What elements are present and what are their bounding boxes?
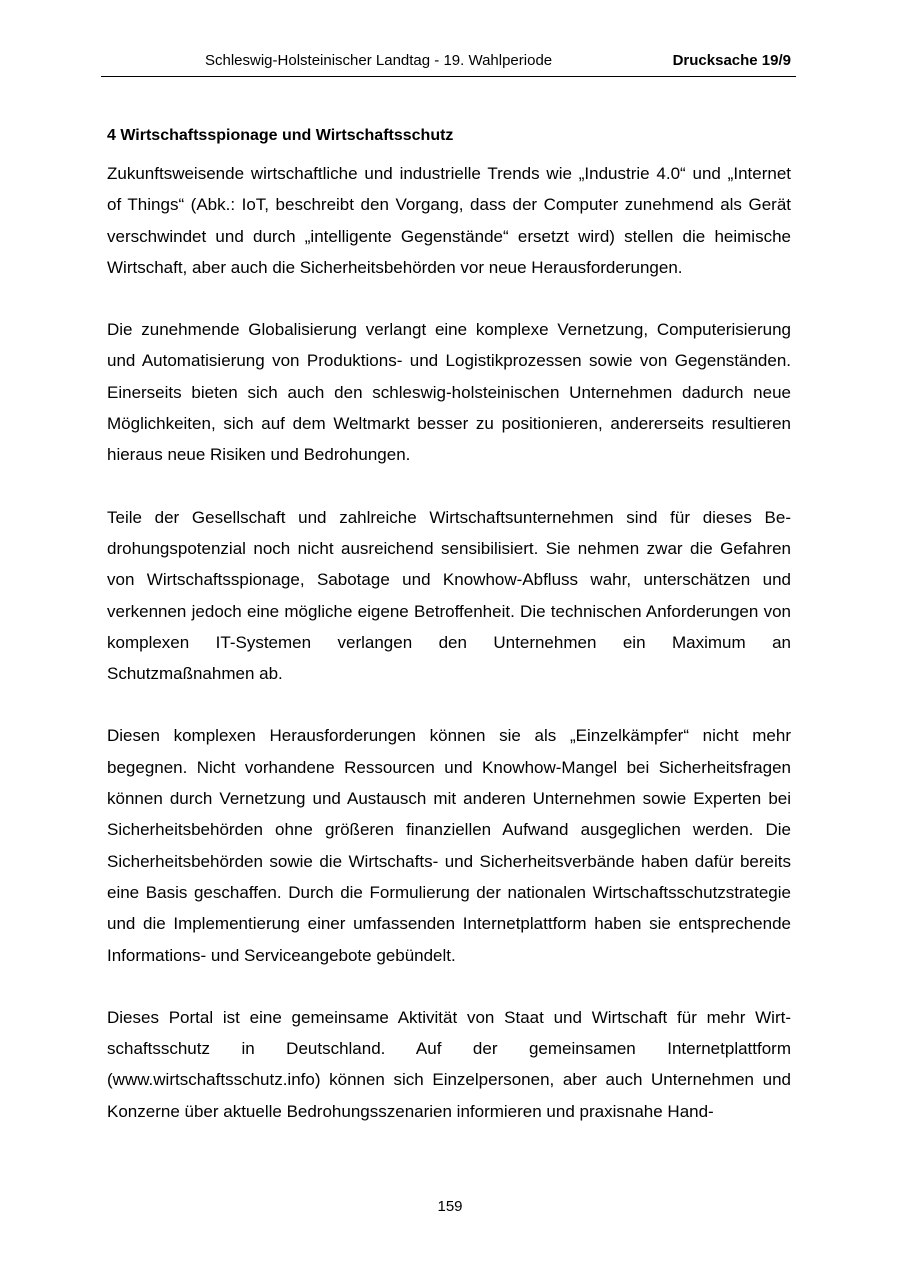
page-number: 159 <box>437 1198 463 1215</box>
header-doc-number: Drucksache 19/9 <box>672 52 791 69</box>
section-heading: 4 Wirtschaftsspionage und Wirtschaftsschutz <box>107 127 454 144</box>
paragraph-2: Die zunehmende Globalisierung verlangt eine komplexe Vernetzung, Computerisierung und Automatisierung von Produktions- und Logistikprozessen sowie von Gegenständen. Einerseits bieten sich auch den schleswig-holsteinischen Unternehmen dadurch neue Möglichkeiten, sich auf dem Weltmarkt besser zu positionieren, andererseits resultieren hieraus neue Risiken und Bedrohungen. <box>107 320 791 465</box>
paragraph-1: Zukunftsweisende wirtschaftliche und industrielle Trends wie „Industrie 4.0“ und „Internet of Things“ (Abk.: IoT, beschreibt den Vorgang, dass der Computer zunehmend als Gerät verschwindet und durch „intelligente Gegenstände“ ersetzt wird) stellen die heimische Wirtschaft, aber auch die Sicherheitsbehörden vor neue Herausforderungen. <box>107 164 791 277</box>
paragraph-5: Dieses Portal ist eine gemeinsame Aktivität von Staat und Wirtschaft für mehr Wirtschaftsschutz in Deutschland. Auf der gemeinsamen Internetplattform (www.wirtschaftsschutz.info) können sich Einzelpersonen, aber auch Unternehmen und Konzerne über aktuelle Bedrohungsszenarien informieren und praxisnahe Hand- <box>107 1007 791 1121</box>
header-title: Schleswig-Holsteinischer Landtag - 19. Wahlperiode <box>205 52 553 69</box>
page-header <box>101 52 796 77</box>
paragraph-4: Diesen komplexen Herausforderungen können sie als „Einzelkämpfer“ nicht mehr begegnen. Nicht vorhandene Ressourcen und Knowhow-Mangel bei Sicherheitsfragen können durch Vernetzung und Austausch mit anderen Unternehmen sowie Experten bei Sicherheitsbehörden ohne größeren finanziellen Aufwand ausgeglichen werden. Die Sicherheitsbehörden sowie die Wirtschafts- und Sicherheitsverbände haben dafür bereits eine Basis geschaffen. Durch die Formulierung der nationalen Wirtschaftsschutzstrategie und die Implementierung einer umfassenden Internetplattform haben sie entsprechende Informations- und Serviceangebote gebündelt. <box>107 726 791 965</box>
paragraph-3: Teile der Gesellschaft und zahlreiche Wirtschaftsunternehmen sind für dieses Bedrohungspotenzial noch nicht ausreichend sensibilisiert. Sie nehmen zwar die Gefahren von Wirtschaftsspionage, Sabotage und Knowhow-Abfluss wahr, unterschätzen und verkennen jedoch eine mögliche eigene Betroffenheit. Die technischen Anforderungen von komplexen IT-Systemen verlangen den Unternehmen ein Maximum an Schutzmaßnahmen ab. <box>107 507 791 684</box>
page-content <box>107 126 791 1158</box>
